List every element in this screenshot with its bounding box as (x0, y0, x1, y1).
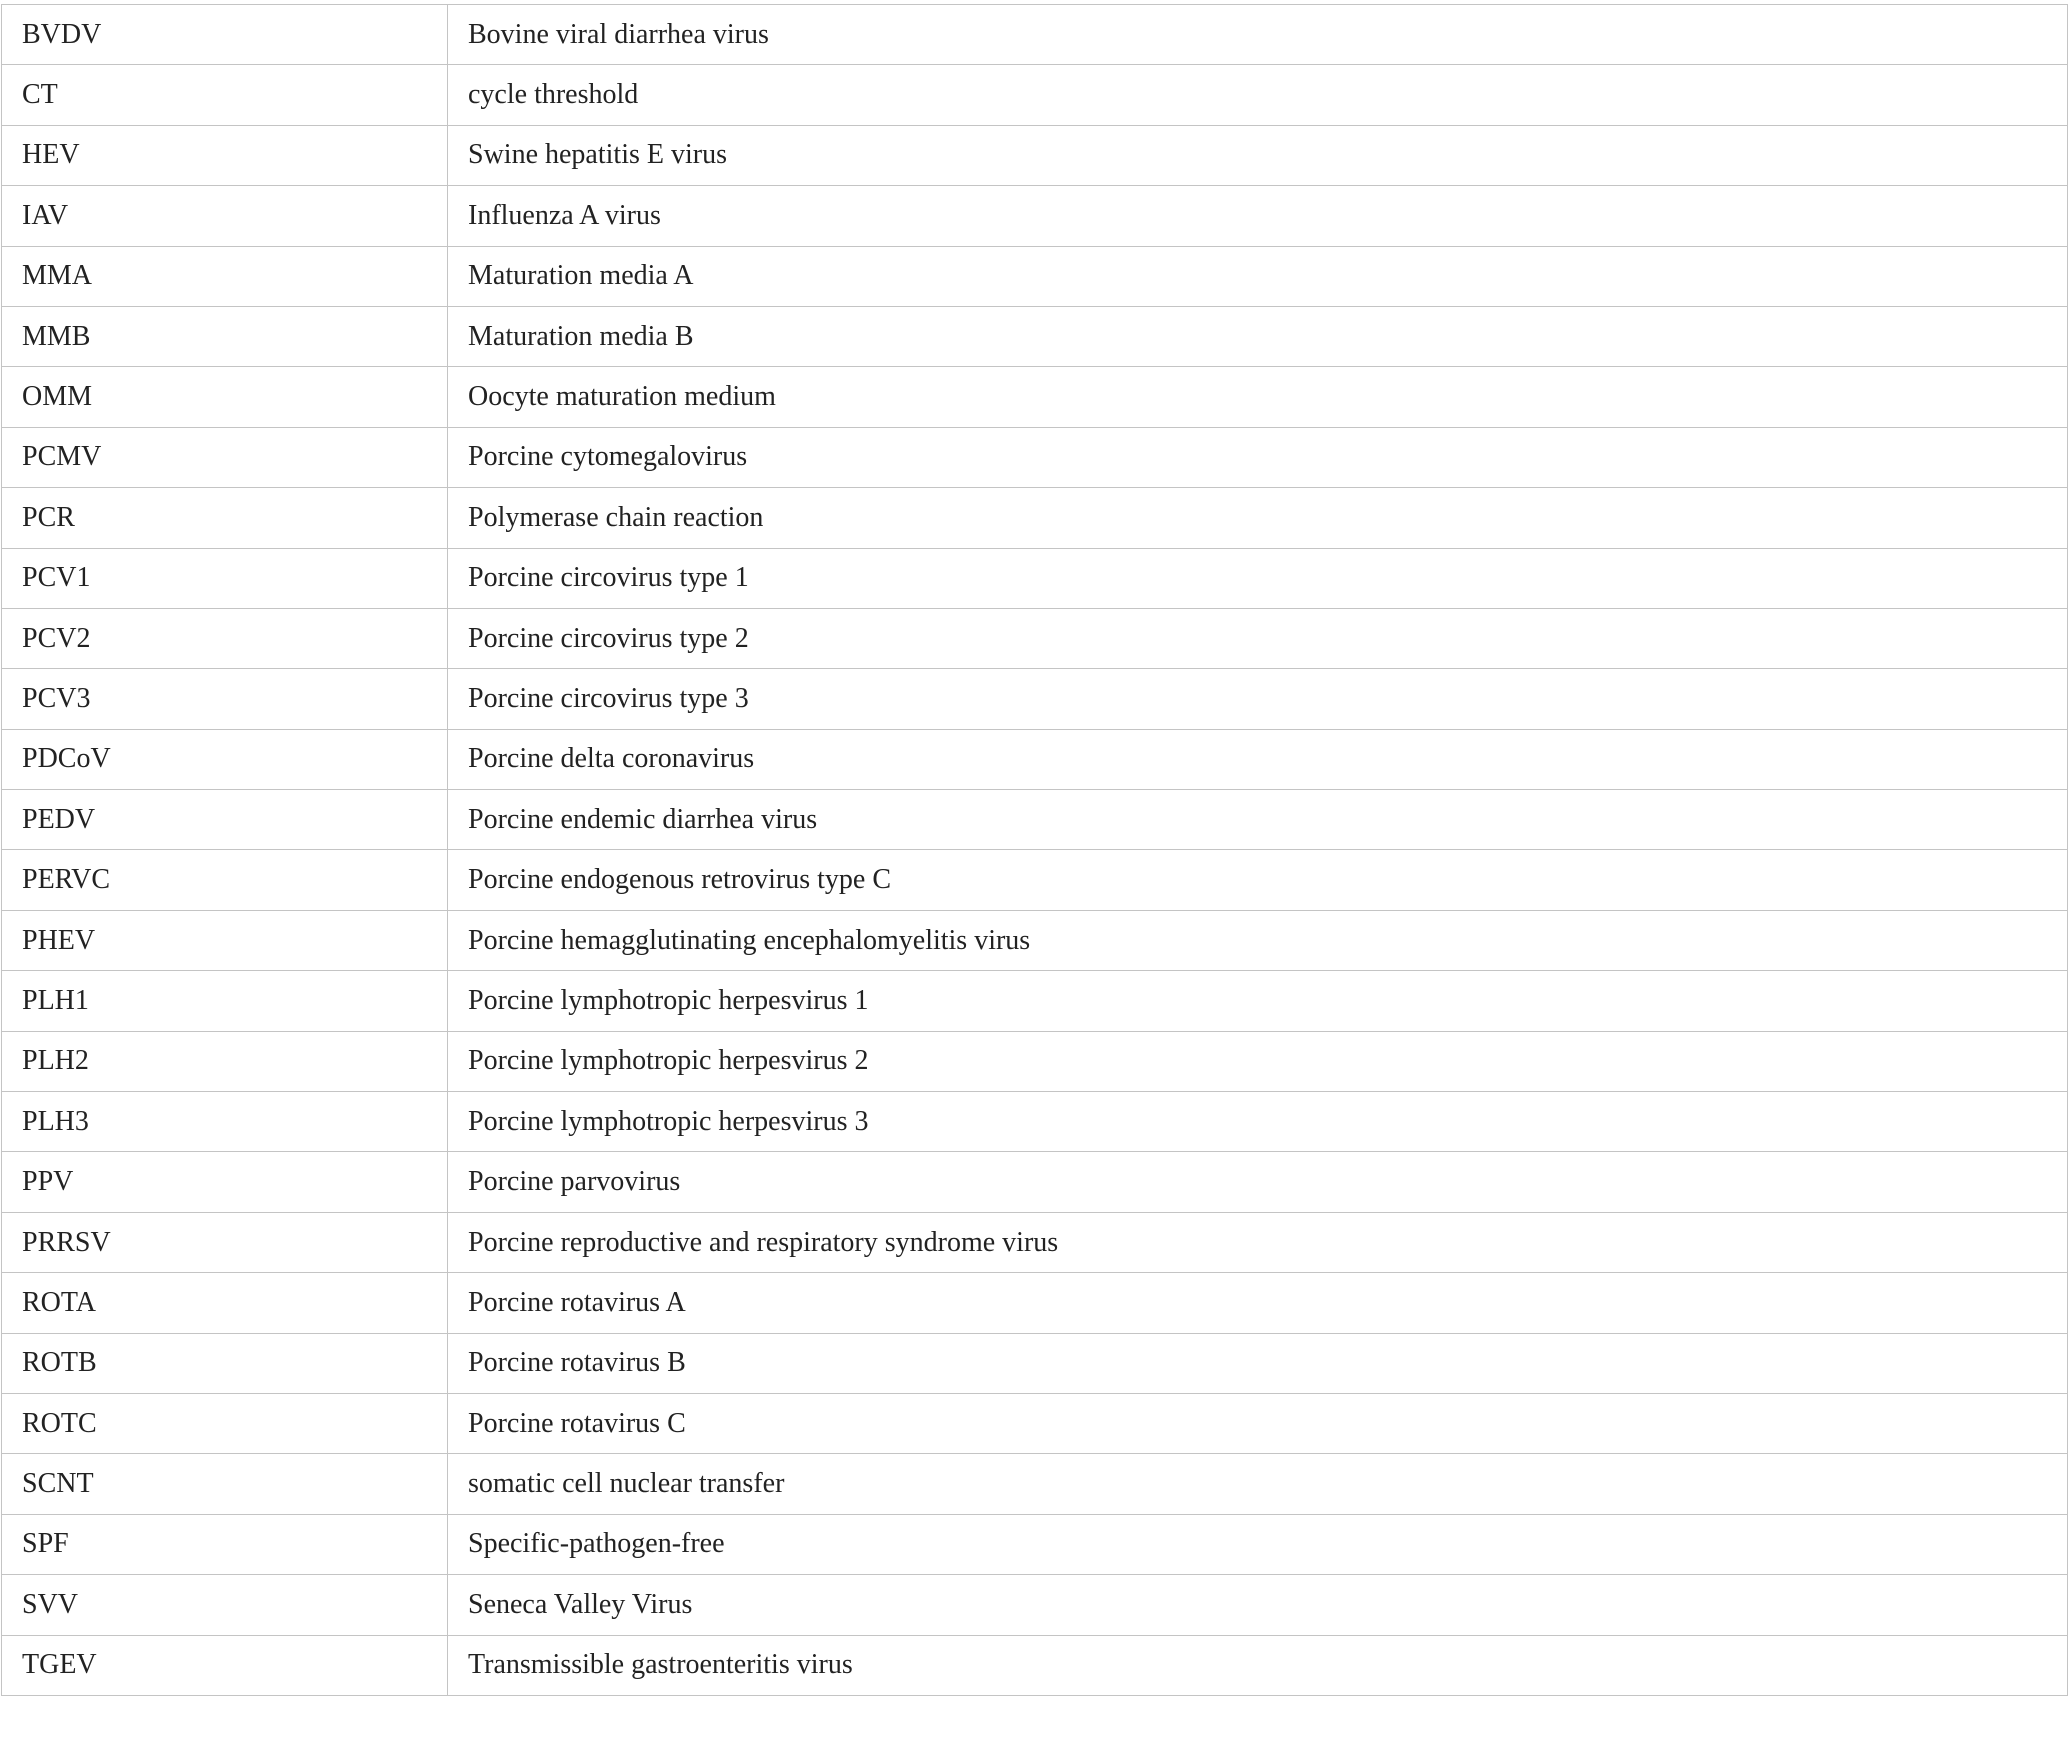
definition-cell: Oocyte maturation medium (448, 367, 2068, 427)
table-row (2, 669, 2068, 729)
table-row (2, 1273, 2068, 1333)
definition-cell: Porcine lymphotropic herpesvirus 2 (448, 1031, 2068, 1091)
definition-cell: Specific-pathogen-free (448, 1514, 2068, 1574)
definition-cell: Porcine circovirus type 1 (448, 548, 2068, 608)
table-row (2, 1575, 2068, 1635)
definition-cell: Porcine lymphotropic herpesvirus 3 (448, 1092, 2068, 1152)
abbreviation-cell: PCV3 (2, 669, 448, 729)
abbreviation-cell: SVV (2, 1575, 448, 1635)
table-row (2, 1393, 2068, 1453)
abbreviation-cell: HEV (2, 125, 448, 185)
definition-cell: Influenza A virus (448, 186, 2068, 246)
abbreviation-cell: PPV (2, 1152, 448, 1212)
abbreviation-cell: PLH3 (2, 1092, 448, 1152)
table-row (2, 1454, 2068, 1514)
definition-cell: Porcine delta coronavirus (448, 729, 2068, 789)
table-row (2, 186, 2068, 246)
definition-cell: Porcine reproductive and respiratory syndrome virus (448, 1212, 2068, 1272)
definition-cell: Porcine circovirus type 3 (448, 669, 2068, 729)
abbreviation-cell: PERVC (2, 850, 448, 910)
abbreviation-cell: ROTA (2, 1273, 448, 1333)
definition-cell: Porcine rotavirus A (448, 1273, 2068, 1333)
table-row (2, 488, 2068, 548)
table-row (2, 1212, 2068, 1272)
definition-cell: Porcine lymphotropic herpesvirus 1 (448, 971, 2068, 1031)
table-row (2, 5, 2068, 65)
table-row (2, 1152, 2068, 1212)
abbreviation-cell: CT (2, 65, 448, 125)
abbreviation-cell: PCR (2, 488, 448, 548)
abbreviation-cell: PCMV (2, 427, 448, 487)
table-row (2, 1635, 2068, 1695)
abbreviation-cell: PHEV (2, 910, 448, 970)
abbreviation-cell: PLH2 (2, 1031, 448, 1091)
definition-cell: somatic cell nuclear transfer (448, 1454, 2068, 1514)
abbreviation-cell: PDCoV (2, 729, 448, 789)
definition-cell: Porcine rotavirus C (448, 1393, 2068, 1453)
definition-cell: Swine hepatitis E virus (448, 125, 2068, 185)
table-row (2, 971, 2068, 1031)
abbreviation-cell: PCV1 (2, 548, 448, 608)
abbreviation-cell: MMB (2, 306, 448, 366)
abbreviation-cell: SPF (2, 1514, 448, 1574)
table-row (2, 306, 2068, 366)
abbreviation-cell: ROTC (2, 1393, 448, 1453)
definition-cell: Porcine hemagglutinating encephalomyelitis virus (448, 910, 2068, 970)
table-row (2, 850, 2068, 910)
abbreviation-cell: PRRSV (2, 1212, 448, 1272)
abbreviation-cell: ROTB (2, 1333, 448, 1393)
table-row (2, 367, 2068, 427)
table-row (2, 1514, 2068, 1574)
abbreviation-cell: MMA (2, 246, 448, 306)
table-row (2, 608, 2068, 668)
definition-cell: Bovine viral diarrhea virus (448, 5, 2068, 65)
abbreviation-cell: SCNT (2, 1454, 448, 1514)
table-row (2, 548, 2068, 608)
definition-cell: Porcine circovirus type 2 (448, 608, 2068, 668)
abbreviation-cell: OMM (2, 367, 448, 427)
definition-cell: Maturation media B (448, 306, 2068, 366)
table-row (2, 790, 2068, 850)
table-row (2, 910, 2068, 970)
definition-cell: Porcine endogenous retrovirus type C (448, 850, 2068, 910)
table-row (2, 1333, 2068, 1393)
abbreviations-table (1, 4, 2068, 1696)
table-row (2, 65, 2068, 125)
definition-cell: Transmissible gastroenteritis virus (448, 1635, 2068, 1695)
definition-cell: cycle threshold (448, 65, 2068, 125)
definition-cell: Porcine cytomegalovirus (448, 427, 2068, 487)
table-row (2, 1031, 2068, 1091)
table-row (2, 427, 2068, 487)
abbreviation-cell: IAV (2, 186, 448, 246)
definition-cell: Polymerase chain reaction (448, 488, 2068, 548)
abbreviations-table-body (2, 5, 2068, 1696)
table-row (2, 125, 2068, 185)
abbreviation-cell: PCV2 (2, 608, 448, 668)
table-row (2, 1092, 2068, 1152)
definition-cell: Porcine rotavirus B (448, 1333, 2068, 1393)
table-row (2, 246, 2068, 306)
definition-cell: Seneca Valley Virus (448, 1575, 2068, 1635)
table-row (2, 729, 2068, 789)
abbreviation-cell: PEDV (2, 790, 448, 850)
abbreviation-cell: PLH1 (2, 971, 448, 1031)
definition-cell: Porcine endemic diarrhea virus (448, 790, 2068, 850)
abbreviation-cell: BVDV (2, 5, 448, 65)
definition-cell: Maturation media A (448, 246, 2068, 306)
definition-cell: Porcine parvovirus (448, 1152, 2068, 1212)
abbreviation-cell: TGEV (2, 1635, 448, 1695)
